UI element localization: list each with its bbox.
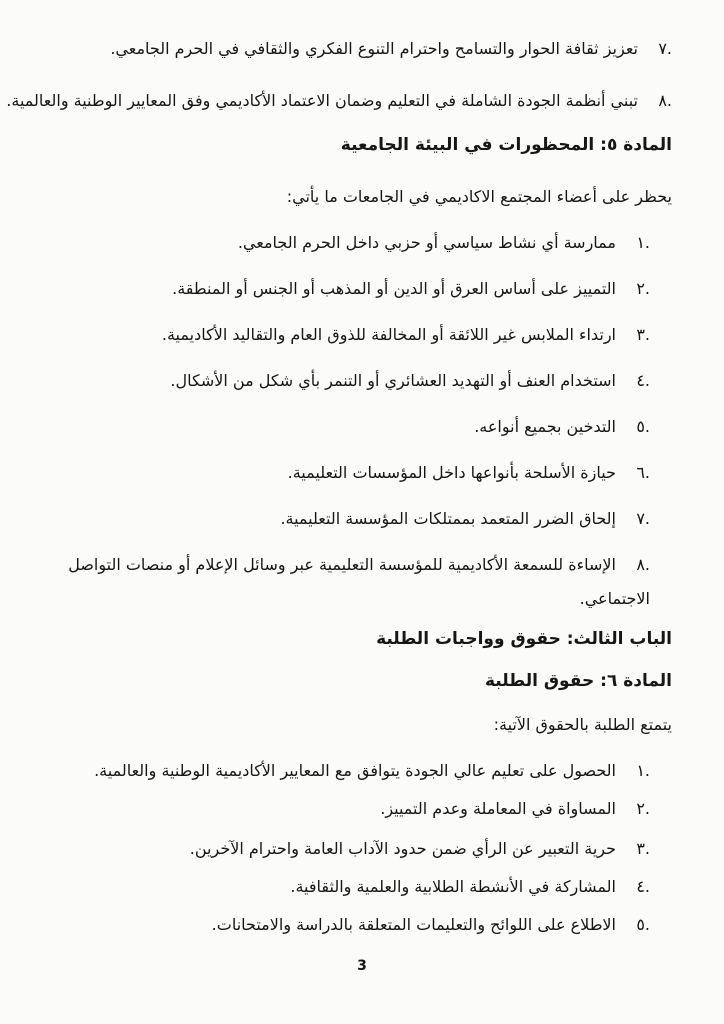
item-number: .٨ bbox=[658, 91, 672, 110]
item-number: .٧ bbox=[658, 39, 672, 58]
list-item bbox=[162, 324, 650, 346]
list-item bbox=[380, 798, 650, 820]
item-number: .٢ bbox=[636, 279, 650, 298]
article-6-title: المادة ٦: حقوق الطلبة bbox=[484, 671, 672, 691]
item-number: .٨ bbox=[636, 555, 650, 574]
list-item bbox=[190, 838, 650, 860]
list-item bbox=[94, 760, 650, 782]
item-number: .١ bbox=[636, 761, 650, 780]
item-text: المساواة في المعاملة وعدم التمييز. bbox=[380, 799, 616, 818]
item-number: .٥ bbox=[636, 417, 650, 436]
article-5-intro: يحظر على أعضاء المجتمع الاكاديمي في الجامعات ما يأتي: bbox=[286, 187, 672, 206]
list-item bbox=[172, 278, 650, 300]
item-text: إلحاق الضرر المتعمد بممتلكات المؤسسة التعليمية. bbox=[280, 509, 616, 528]
item-number: .٦ bbox=[636, 463, 650, 482]
item-number: .٣ bbox=[636, 839, 650, 858]
list-item bbox=[110, 38, 672, 60]
item-number: .٣ bbox=[636, 325, 650, 344]
item-text: تعزيز ثقافة الحوار والتسامح واحترام التنوع الفكري والثقافي في الحرم الجامعي. bbox=[110, 39, 638, 58]
item-number: .٢ bbox=[636, 799, 650, 818]
item-number: .٤ bbox=[636, 877, 650, 896]
item-text: التدخين بجميع أنواعه. bbox=[474, 417, 616, 436]
item-number: .٥ bbox=[636, 915, 650, 934]
list-item bbox=[238, 232, 650, 254]
page-number: 3 bbox=[357, 958, 367, 974]
item-number: .١ bbox=[636, 233, 650, 252]
list-item bbox=[6, 90, 672, 112]
list-item bbox=[212, 914, 650, 936]
item-text: الاطلاع على اللوائح والتعليمات المتعلقة بالدراسة والامتحانات. bbox=[211, 915, 616, 934]
item-text: التمييز على أساس العرق أو الدين أو المذهب أو الجنس أو المنطقة. bbox=[172, 279, 616, 298]
list-item bbox=[170, 370, 650, 392]
list-item bbox=[280, 508, 650, 530]
item-text: ارتداء الملابس غير اللائقة أو المخالفة للذوق العام والتقاليد الأكاديمية. bbox=[161, 325, 616, 344]
article-5-title: المادة ٥: المحظورات في البيئة الجامعية bbox=[340, 135, 672, 155]
item-text: حرية التعبير عن الرأي ضمن حدود الآداب العامة واحترام الآخرين. bbox=[189, 839, 616, 858]
article-6-intro: يتمتع الطلبة بالحقوق الآتية: bbox=[493, 715, 672, 734]
item-number: .٤ bbox=[636, 371, 650, 390]
item-text: ممارسة أي نشاط سياسي أو حزبي داخل الحرم الجامعي. bbox=[237, 233, 616, 252]
item-text: حيازة الأسلحة بأنواعها داخل المؤسسات التعليمية. bbox=[287, 463, 616, 482]
list-item bbox=[474, 416, 650, 438]
list-item bbox=[50, 548, 650, 616]
item-text: الإساءة للسمعة الأكاديمية للمؤسسة التعليمية عبر وسائل الإعلام أو منصات التواصل الاجتماعي. bbox=[68, 555, 650, 608]
list-item bbox=[290, 876, 650, 898]
item-text: الحصول على تعليم عالي الجودة يتوافق مع المعايير الأكاديمية الوطنية والعالمية. bbox=[94, 761, 616, 780]
item-text: استخدام العنف أو التهديد العشائري أو التنمر بأي شكل من الأشكال. bbox=[170, 371, 616, 390]
list-item bbox=[288, 462, 650, 484]
item-text: تبني أنظمة الجودة الشاملة في التعليم وضمان الاعتماد الأكاديمي وفق المعايير الوطنية والعالمية. bbox=[6, 91, 638, 110]
chapter-3-title: الباب الثالث: حقوق وواجبات الطلبة bbox=[376, 629, 672, 649]
item-text: المشاركة في الأنشطة الطلابية والعلمية والثقافية. bbox=[290, 877, 616, 896]
item-number: .٧ bbox=[636, 509, 650, 528]
